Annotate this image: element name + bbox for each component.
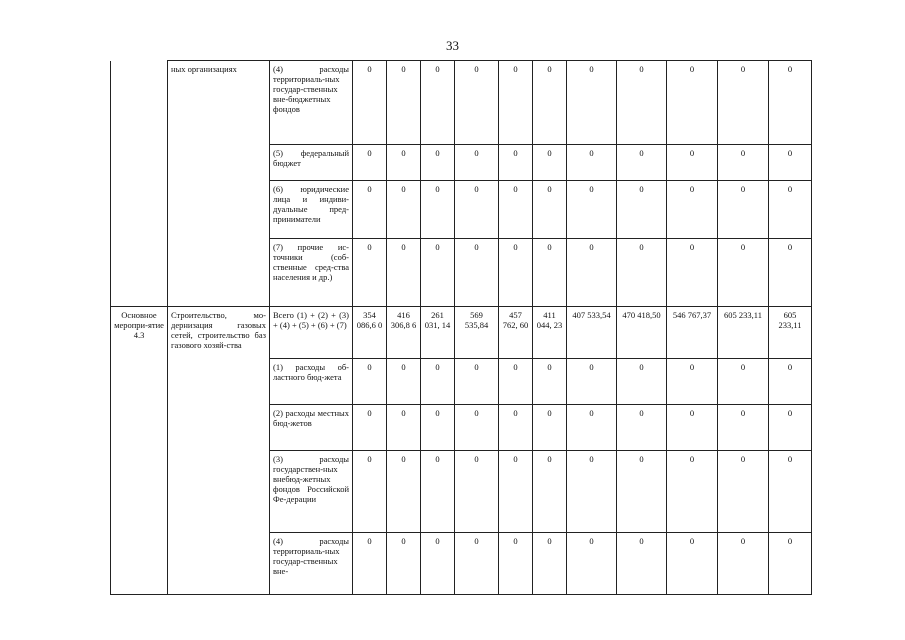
value-cell: 0	[718, 239, 769, 307]
value-cell: 0	[533, 533, 567, 595]
funding-source-cell: (3) расходы государствен-ных внебюд-жетных фондов Российской Фе-дерации	[270, 451, 353, 533]
value-cell: 0	[455, 239, 499, 307]
value-cell: 0	[769, 405, 812, 451]
value-cell: 0	[769, 239, 812, 307]
value-cell: 0	[617, 451, 667, 533]
value-cell: 416 306,8 6	[387, 307, 421, 359]
value-cell: 0	[567, 145, 617, 181]
value-cell: 0	[387, 239, 421, 307]
value-cell: 0	[455, 359, 499, 405]
value-cell: 0	[718, 181, 769, 239]
value-cell: 0	[387, 451, 421, 533]
value-cell: 0	[769, 359, 812, 405]
value-cell: 0	[533, 181, 567, 239]
value-cell: 0	[455, 405, 499, 451]
value-cell: 0	[499, 405, 533, 451]
page-number: 33	[446, 38, 459, 53]
value-cell: 0	[533, 359, 567, 405]
event-name-cell: ных организациях	[168, 61, 270, 307]
value-cell: 0	[499, 451, 533, 533]
value-cell: 0	[455, 533, 499, 595]
value-cell: 0	[667, 533, 718, 595]
value-cell: 0	[455, 145, 499, 181]
value-cell: 0	[718, 533, 769, 595]
value-cell: 0	[353, 181, 387, 239]
value-cell: 0	[718, 145, 769, 181]
funding-source-cell: (1) расходы об-ластного бюд-жета	[270, 359, 353, 405]
table-row	[111, 307, 812, 359]
value-cell: 0	[421, 533, 455, 595]
funding-source-cell: (4) расходы территориаль-ных государ-ственных вне-бюджетных фондов	[270, 61, 353, 145]
value-cell: 0	[617, 239, 667, 307]
value-cell: 0	[533, 451, 567, 533]
value-cell: 470 418,50	[617, 307, 667, 359]
value-cell: 0	[718, 359, 769, 405]
funding-source-cell: (7) прочие ис-точники (соб-ственные сред-ства населения и др.)	[270, 239, 353, 307]
value-cell: 0	[387, 61, 421, 145]
value-cell: 407 533,54	[567, 307, 617, 359]
value-cell: 0	[421, 405, 455, 451]
value-cell: 0	[421, 61, 455, 145]
value-cell: 0	[567, 359, 617, 405]
funding-source-cell: (6) юридические лица и индиви-дуальные пред-приниматели	[270, 181, 353, 239]
value-cell: 0	[567, 405, 617, 451]
value-cell: 0	[667, 405, 718, 451]
value-cell: 354 086,6 0	[353, 307, 387, 359]
value-cell: 0	[499, 239, 533, 307]
value-cell: 0	[667, 61, 718, 145]
event-name-cell: Строительство, мо-дернизация газовых сетей, строительство баз газового хозяй-ства	[168, 307, 270, 595]
value-cell: 0	[617, 359, 667, 405]
value-cell: 0	[353, 359, 387, 405]
value-cell: 0	[718, 451, 769, 533]
value-cell: 0	[421, 359, 455, 405]
value-cell: 0	[421, 145, 455, 181]
value-cell: 0	[533, 405, 567, 451]
value-cell: 0	[769, 181, 812, 239]
event-cell	[111, 61, 168, 307]
value-cell: 0	[455, 61, 499, 145]
value-cell: 0	[387, 533, 421, 595]
value-cell: 0	[499, 359, 533, 405]
value-cell: 569 535,84	[455, 307, 499, 359]
funding-source-cell: (4) расходы территориаль-ных государ-ственных вне-	[270, 533, 353, 595]
value-cell: 0	[617, 145, 667, 181]
value-cell: 0	[353, 451, 387, 533]
value-cell: 0	[567, 533, 617, 595]
value-cell: 0	[667, 451, 718, 533]
value-cell: 0	[533, 61, 567, 145]
value-cell: 0	[499, 61, 533, 145]
value-cell: 0	[567, 61, 617, 145]
value-cell: 546 767,37	[667, 307, 718, 359]
value-cell: 457 762, 60	[499, 307, 533, 359]
value-cell: 0	[353, 61, 387, 145]
value-cell: 0	[455, 451, 499, 533]
funding-source-cell: (5) федеральный бюджет	[270, 145, 353, 181]
value-cell: 0	[387, 359, 421, 405]
table-row	[111, 61, 812, 145]
value-cell: 0	[421, 181, 455, 239]
value-cell: 0	[617, 405, 667, 451]
value-cell: 0	[617, 533, 667, 595]
value-cell: 0	[353, 533, 387, 595]
value-cell: 0	[387, 181, 421, 239]
budget-table	[110, 60, 812, 595]
value-cell: 261 031, 14	[421, 307, 455, 359]
value-cell: 0	[567, 181, 617, 239]
value-cell: 0	[533, 145, 567, 181]
value-cell: 0	[353, 239, 387, 307]
event-cell: Основное меропри-ятие 4.3	[111, 307, 168, 595]
value-cell: 0	[667, 359, 718, 405]
value-cell: 0	[387, 405, 421, 451]
value-cell: 0	[499, 533, 533, 595]
value-cell: 0	[769, 451, 812, 533]
value-cell: 0	[617, 61, 667, 145]
value-cell: 0	[353, 145, 387, 181]
value-cell: 0	[421, 451, 455, 533]
value-cell: 0	[499, 181, 533, 239]
value-cell: 411 044, 23	[533, 307, 567, 359]
value-cell: 0	[567, 451, 617, 533]
value-cell: 0	[499, 145, 533, 181]
value-cell: 605 233,11	[769, 307, 812, 359]
value-cell: 0	[667, 181, 718, 239]
value-cell: 0	[455, 181, 499, 239]
value-cell: 0	[667, 239, 718, 307]
value-cell: 0	[718, 61, 769, 145]
value-cell: 0	[667, 145, 718, 181]
value-cell: 0	[769, 61, 812, 145]
value-cell: 0	[718, 405, 769, 451]
value-cell: 0	[387, 145, 421, 181]
value-cell: 0	[421, 239, 455, 307]
value-cell: 605 233,11	[718, 307, 769, 359]
funding-source-cell: Всего (1) + (2) + (3) + (4) + (5) + (6) + (7)	[270, 307, 353, 359]
funding-source-cell: (2) расходы местных бюд-жетов	[270, 405, 353, 451]
value-cell: 0	[769, 533, 812, 595]
value-cell: 0	[353, 405, 387, 451]
value-cell: 0	[567, 239, 617, 307]
value-cell: 0	[533, 239, 567, 307]
value-cell: 0	[769, 145, 812, 181]
value-cell: 0	[617, 181, 667, 239]
